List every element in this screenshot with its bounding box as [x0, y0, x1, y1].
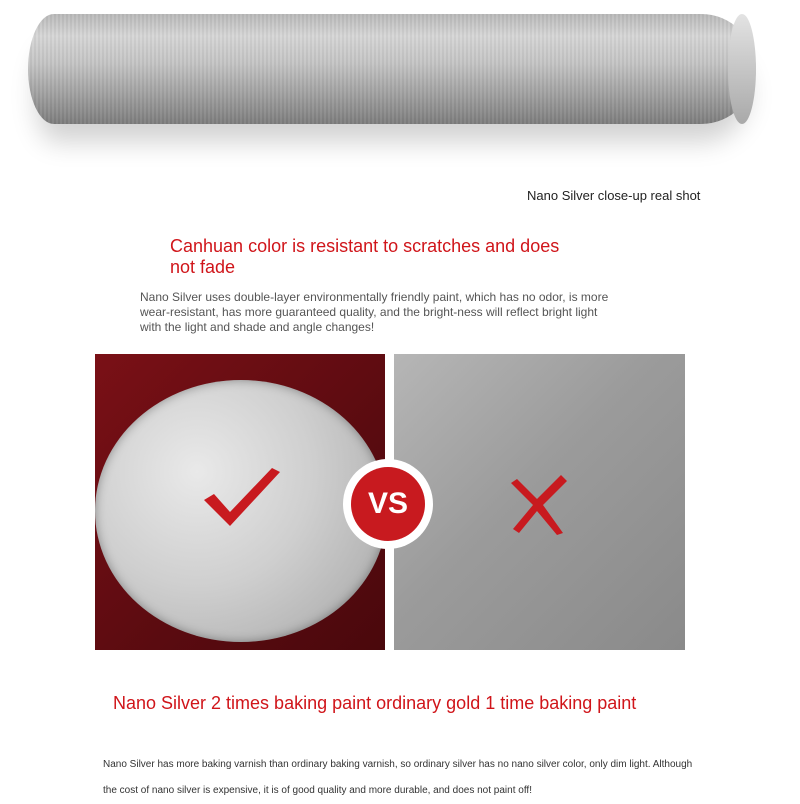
vs-badge [345, 461, 431, 547]
check-icon [200, 466, 284, 536]
vs-label: VS [351, 467, 425, 541]
tube-end-cap [728, 14, 756, 124]
section2-heading: Nano Silver 2 times baking paint ordinary gold 1 time baking paint [113, 693, 637, 713]
closeup-caption: Nano Silver close-up real shot [527, 188, 701, 203]
section1-heading: Canhuan color is resistant to scratches and does not fade [170, 236, 560, 277]
section2-body: Nano Silver has more baking varnish than ordinary baking varnish, so ordinary silver has no nano silver color, only dim light. Although the cost of nano silver is expensive, it is of good quality and more durable, and does not paint off! [103, 759, 693, 796]
section1-body: Nano Silver uses double-layer environmentally friendly paint, which has no odor, is more wear-resistant, has more guaranteed quality, and the bright-ness will reflect bright light with the light and shade and angle changes! [140, 290, 609, 334]
cross-icon [509, 473, 569, 537]
tube-photo [28, 14, 756, 124]
